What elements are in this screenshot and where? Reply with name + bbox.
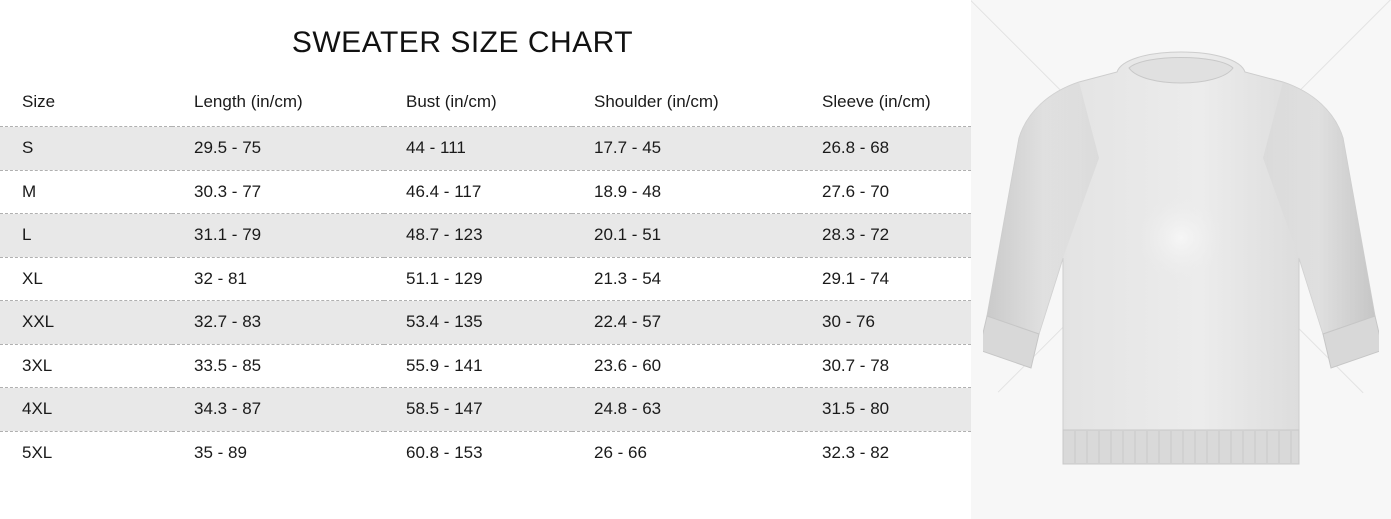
cell-shoulder: 22.4 - 57 bbox=[572, 301, 800, 345]
cell-size: L bbox=[0, 214, 172, 258]
cell-bust: 55.9 - 141 bbox=[384, 344, 572, 388]
cell-sleeve: 28.3 - 72 bbox=[800, 214, 971, 258]
table-header-row bbox=[0, 82, 971, 127]
cell-bust: 58.5 - 147 bbox=[384, 388, 572, 432]
cell-shoulder: 26 - 66 bbox=[572, 431, 800, 475]
table-row bbox=[0, 388, 971, 432]
cell-sleeve: 32.3 - 82 bbox=[800, 431, 971, 475]
cell-length: 31.1 - 79 bbox=[172, 214, 384, 258]
cell-length: 35 - 89 bbox=[172, 431, 384, 475]
sweater-image bbox=[983, 38, 1379, 478]
cell-sleeve: 30.7 - 78 bbox=[800, 344, 971, 388]
cell-shoulder: 23.6 - 60 bbox=[572, 344, 800, 388]
cell-bust: 44 - 111 bbox=[384, 127, 572, 171]
table-row bbox=[0, 257, 971, 301]
table-row bbox=[0, 127, 971, 171]
chest-highlight bbox=[1139, 196, 1223, 280]
table-row bbox=[0, 170, 971, 214]
table-row bbox=[0, 301, 971, 345]
cell-shoulder: 18.9 - 48 bbox=[572, 170, 800, 214]
cell-length: 32 - 81 bbox=[172, 257, 384, 301]
cell-size: S bbox=[0, 127, 172, 171]
table-row bbox=[0, 214, 971, 258]
cell-bust: 60.8 - 153 bbox=[384, 431, 572, 475]
cell-size: M bbox=[0, 170, 172, 214]
cell-length: 30.3 - 77 bbox=[172, 170, 384, 214]
cell-size: XXL bbox=[0, 301, 172, 345]
table-row bbox=[0, 344, 971, 388]
cell-shoulder: 21.3 - 54 bbox=[572, 257, 800, 301]
cell-bust: 53.4 - 135 bbox=[384, 301, 572, 345]
cell-length: 29.5 - 75 bbox=[172, 127, 384, 171]
cell-size: XL bbox=[0, 257, 172, 301]
cell-sleeve: 27.6 - 70 bbox=[800, 170, 971, 214]
cell-length: 33.5 - 85 bbox=[172, 344, 384, 388]
column-header-shoulder: Shoulder (in/cm) bbox=[572, 82, 800, 127]
column-header-bust: Bust (in/cm) bbox=[384, 82, 572, 127]
cell-sleeve: 29.1 - 74 bbox=[800, 257, 971, 301]
table-row bbox=[0, 431, 971, 475]
column-header-size: Size bbox=[0, 82, 172, 127]
cell-bust: 51.1 - 129 bbox=[384, 257, 572, 301]
cell-shoulder: 17.7 - 45 bbox=[572, 127, 800, 171]
sweater-waistband bbox=[1063, 430, 1299, 464]
cell-size: 5XL bbox=[0, 431, 172, 475]
table-header bbox=[0, 82, 971, 127]
cell-shoulder: 20.1 - 51 bbox=[572, 214, 800, 258]
cell-length: 34.3 - 87 bbox=[172, 388, 384, 432]
cell-sleeve: 31.5 - 80 bbox=[800, 388, 971, 432]
column-header-sleeve: Sleeve (in/cm) bbox=[800, 82, 971, 127]
cell-shoulder: 24.8 - 63 bbox=[572, 388, 800, 432]
product-image-panel bbox=[971, 0, 1391, 519]
size-chart-table bbox=[0, 82, 971, 475]
cell-size: 3XL bbox=[0, 344, 172, 388]
table-body bbox=[0, 127, 971, 475]
page-title: SWEATER SIZE CHART bbox=[291, 26, 634, 59]
cell-sleeve: 26.8 - 68 bbox=[800, 127, 971, 171]
cell-length: 32.7 - 83 bbox=[172, 301, 384, 345]
column-header-length: Length (in/cm) bbox=[172, 82, 384, 127]
cell-size: 4XL bbox=[0, 388, 172, 432]
cell-sleeve: 30 - 76 bbox=[800, 301, 971, 345]
cell-bust: 48.7 - 123 bbox=[384, 214, 572, 258]
cell-bust: 46.4 - 117 bbox=[384, 170, 572, 214]
